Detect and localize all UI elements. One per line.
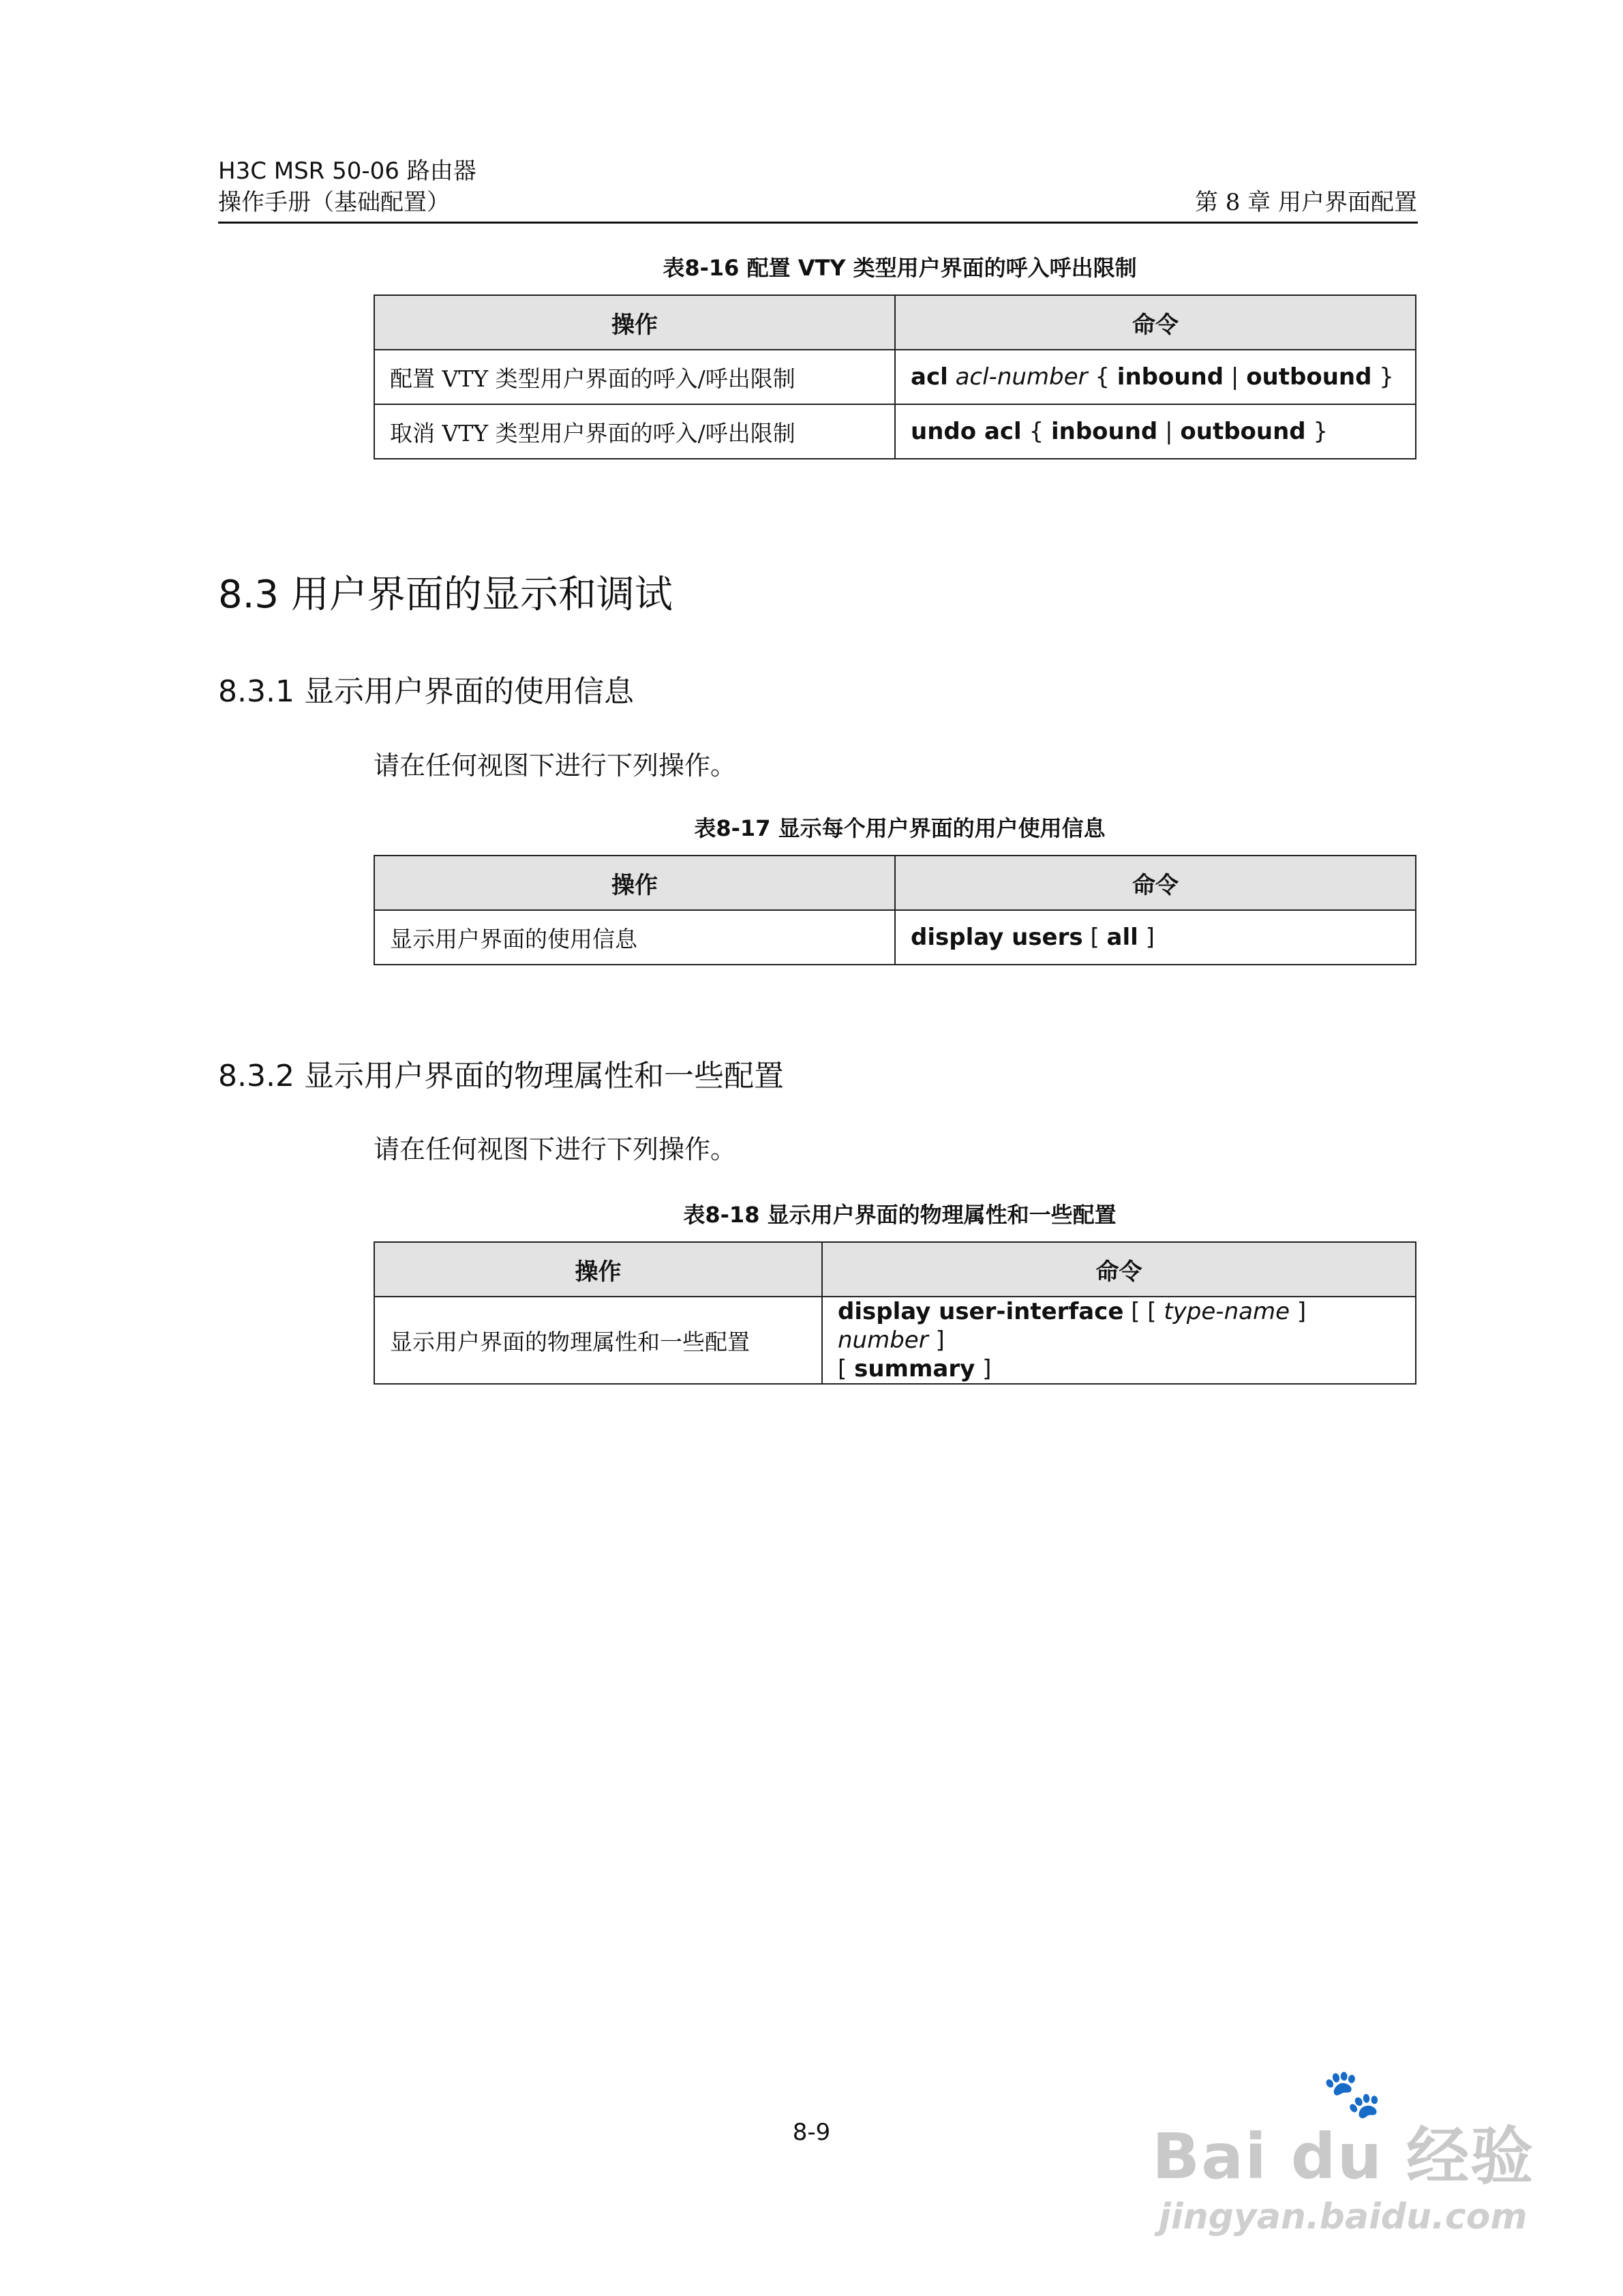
cmd-keyword: outbound	[1246, 363, 1372, 391]
table16-row2-op: 取消 VTY 类型用户界面的呼入/呼出限制	[374, 404, 895, 459]
cmd-separator: |	[1165, 418, 1173, 445]
cmd-bracket: [ [	[1131, 1298, 1157, 1325]
cmd-keyword: summary	[854, 1355, 975, 1383]
table18-header-cmd: 命令	[822, 1242, 1416, 1297]
cmd-bracket: [	[838, 1355, 847, 1383]
cmd-brace: }	[1379, 363, 1394, 391]
cmd-brace: }	[1313, 418, 1329, 445]
cmd-bracket: ]	[935, 1327, 945, 1354]
header-manual: 操作手册（基础配置）	[218, 189, 450, 216]
cmd-keyword: all	[1106, 924, 1138, 951]
cmd-keyword: display user-interface	[838, 1298, 1124, 1325]
table17-row1-cmd	[895, 910, 1416, 965]
cmd-brace: {	[1029, 418, 1044, 445]
table17-header-op: 操作	[374, 856, 895, 910]
table16-row2-cmd	[895, 404, 1416, 459]
cmd-param: type-name	[1164, 1298, 1290, 1325]
table17-row1-op: 显示用户界面的使用信息	[374, 910, 895, 965]
cmd-param: acl-number	[955, 363, 1088, 391]
subsection1-paragraph: 请在任何视图下进行下列操作。	[374, 751, 737, 781]
table18	[374, 1241, 1416, 1385]
table16-header-op: 操作	[374, 295, 895, 350]
table18-row1-op: 显示用户界面的物理属性和一些配置	[374, 1297, 822, 1384]
cmd-separator: |	[1230, 363, 1239, 391]
table-row	[374, 350, 1416, 404]
table18-caption: 表8-18 显示用户界面的物理属性和一些配置	[683, 1202, 1117, 1228]
paw-icon: 🐾	[1322, 2066, 1384, 2121]
table-row	[374, 910, 1416, 965]
cmd-bracket: ]	[982, 1355, 992, 1383]
table16-row1-op: 配置 VTY 类型用户界面的呼入/呼出限制	[374, 350, 895, 404]
table16-row1-cmd	[895, 350, 1416, 404]
table16-caption: 表8-16 配置 VTY 类型用户界面的呼入呼出限制	[663, 255, 1137, 281]
table18-header-op: 操作	[374, 1242, 822, 1297]
cmd-keyword: inbound	[1117, 363, 1224, 391]
table-row	[374, 1297, 1416, 1384]
header-rule	[218, 222, 1418, 224]
table17-header-cmd: 命令	[895, 856, 1416, 910]
cmd-keyword: display users	[911, 924, 1083, 951]
subsection2-title: 8.3.2 显示用户界面的物理属性和一些配置	[218, 1059, 784, 1093]
table17-caption: 表8-17 显示每个用户界面的用户使用信息	[694, 815, 1106, 841]
header-chapter: 第 8 章 用户界面配置	[1194, 189, 1417, 216]
cmd-param: number	[838, 1327, 928, 1354]
cmd-keyword: acl	[911, 363, 948, 391]
header-product: H3C MSR 50-06 路由器	[218, 157, 476, 185]
table17	[374, 855, 1416, 965]
page-number: 8-9	[792, 2119, 831, 2146]
table16-header-cmd: 命令	[895, 295, 1416, 350]
cmd-brace: {	[1095, 363, 1110, 391]
subsection2-paragraph: 请在任何视图下进行下列操作。	[374, 1134, 737, 1164]
cmd-bracket: ]	[1145, 924, 1155, 951]
cmd-keyword: inbound	[1050, 418, 1158, 445]
cmd-keyword: outbound	[1180, 418, 1306, 445]
cmd-keyword: undo acl	[911, 418, 1022, 445]
table16	[374, 294, 1416, 459]
watermark-url: jingyan.baidu.com	[1159, 2196, 1528, 2237]
watermark-logo	[1152, 2066, 1535, 2196]
cmd-bracket: ]	[1296, 1298, 1307, 1325]
table-row	[374, 404, 1416, 459]
watermark-brand: Bai du 经验	[1152, 2120, 1535, 2193]
section-title: 8.3 用户界面的显示和调试	[218, 573, 673, 617]
cmd-bracket: [	[1090, 924, 1099, 951]
table18-row1-cmd	[822, 1297, 1416, 1384]
subsection1-title: 8.3.1 显示用户界面的使用信息	[218, 674, 634, 709]
